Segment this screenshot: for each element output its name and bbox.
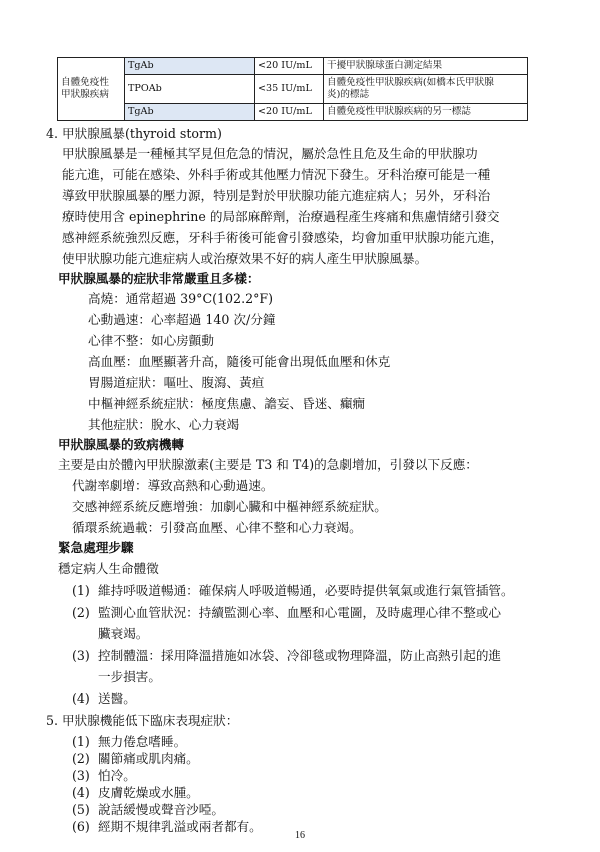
symptom-item: 高血壓：血壓顯著升高，隨後可能會出現低血壓和休克 xyxy=(88,354,391,369)
paragraph-line: 甲狀腺風暴是一種極其罕見但危急的情況，屬於急性且危及生命的甲狀腺功 xyxy=(62,146,478,161)
step-text: 一步損害。 xyxy=(98,669,161,684)
list-number: (5) xyxy=(72,802,90,817)
group-label-line: 自體免疫性 xyxy=(61,77,109,88)
step-number: (1) xyxy=(72,583,90,598)
paragraph-line: 使甲狀腺功能亢進症病人或治療效果不好的病人產生甲狀腺風暴。 xyxy=(62,251,428,266)
subsection-title: 緊急處理步驟 xyxy=(58,540,134,555)
cell-line: 炎)的標誌 xyxy=(327,89,370,100)
list-item: 說話緩慢或聲音沙啞。 xyxy=(98,802,224,817)
paragraph-line: 能亢進，可能在感染、外科手術或其他壓力情況下發生。牙科治療可能是一種 xyxy=(62,167,491,182)
symptom-item: 胃腸道症狀：嘔吐、腹瀉、黃疸 xyxy=(88,375,265,390)
list-number: (4) xyxy=(72,785,90,800)
list-number: (1) xyxy=(72,734,90,749)
step-text: 送醫。 xyxy=(98,691,136,706)
symptom-item: 其他症狀：脫水、心力衰竭 xyxy=(88,417,240,432)
group-label-line: 甲狀腺疾病 xyxy=(61,89,109,100)
mechanism-item: 循環系統過載：引發高血壓、心律不整和心力衰竭。 xyxy=(72,520,362,535)
mechanism-item: 交感神經系統反應增強：加劇心臟和中樞神經系統症狀。 xyxy=(72,499,387,514)
subsection-title: 甲狀腺風暴的症狀非常嚴重且多樣： xyxy=(58,271,260,286)
step-text: 維持呼吸道暢通：確保病人呼吸道暢通，必要時提供氧氣或進行氣管插管。 xyxy=(98,583,514,598)
symptom-item: 心動過速：心率超過 140 次/分鐘 xyxy=(88,312,276,327)
table-cell-note: 自體免疫性甲狀腺疾病的另一標誌 xyxy=(324,104,528,121)
table-cell-range: <20 IU/mL xyxy=(255,58,324,75)
step-number: (3) xyxy=(72,648,90,663)
list-number: (2) xyxy=(72,751,90,766)
paragraph-line: 療時使用含 epinephrine 的局部麻醉劑，治療過程產生疼痛和焦慮情緒引發交 xyxy=(62,209,500,224)
list-item: 怕冷。 xyxy=(98,768,136,783)
table-cell-range: <20 IU/mL xyxy=(255,104,324,121)
step-text: 臟衰竭。 xyxy=(98,626,149,641)
symptom-item: 中樞神經系統症狀：極度焦慮、譫妄、昏迷、癲癇 xyxy=(88,396,366,411)
mechanism-item: 代謝率劇增：導致高熱和心動過速。 xyxy=(72,478,274,493)
antibody-table xyxy=(57,57,528,121)
list-item: 關節痛或肌肉痛。 xyxy=(98,751,199,766)
symptom-item: 心律不整：如心房顫動 xyxy=(88,333,214,348)
table-cell-test: TgAb xyxy=(125,58,255,75)
step-text: 控制體溫：採用降溫措施如冰袋、冷卻毯或物理降溫，防止高熱引起的進 xyxy=(98,648,501,663)
list-number: (6) xyxy=(72,819,90,834)
table-cell-note: 干擾甲狀腺球蛋白測定結果 xyxy=(324,58,528,75)
cell-line: 自體免疫性甲狀腺疾病(如橋本氏甲狀腺 xyxy=(327,77,494,88)
step-number: (2) xyxy=(72,605,90,620)
section-heading: 4. 甲狀腺風暴(thyroid storm) xyxy=(46,126,222,141)
paragraph-line: 主要是由於體內甲狀腺激素(主要是 T3 和 T4)的急劇增加，引發以下反應： xyxy=(58,457,478,472)
step-text: 監測心血管狀況：持續監測心率、血壓和心電圖，及時處理心律不整或心 xyxy=(98,605,501,620)
table-cell-test: TPOAb xyxy=(125,75,255,104)
table-cell-range: <35 IU/mL xyxy=(255,75,324,104)
list-item: 皮膚乾燥或水腫。 xyxy=(98,785,199,800)
table-group-label xyxy=(58,58,125,121)
table-cell-test: TgAb xyxy=(125,104,255,121)
paragraph-line: 感神經系統強烈反應，牙科手術後可能會引發感染，均會加重甲狀腺功能亢進， xyxy=(62,230,503,245)
list-number: (3) xyxy=(72,768,90,783)
paragraph-line: 穩定病人生命體徵 xyxy=(58,561,159,576)
step-number: (4) xyxy=(72,691,90,706)
table-cell-note xyxy=(324,75,528,104)
page-number: 16 xyxy=(295,830,305,841)
paragraph-line: 導致甲狀腺風暴的壓力源，特別是對於甲狀腺功能亢進症病人；另外，牙科治 xyxy=(62,188,491,203)
symptom-item: 高燒：通常超過 39°C(102.2°F) xyxy=(88,291,274,306)
table-row xyxy=(58,104,528,121)
section-heading: 5. 甲狀腺機能低下臨床表現症狀： xyxy=(46,713,239,728)
list-item: 無力倦怠嗜睡。 xyxy=(98,734,187,749)
table-row xyxy=(58,75,528,104)
subsection-title: 甲狀腺風暴的致病機轉 xyxy=(58,437,184,452)
list-item: 經期不規律乳溢或兩者都有。 xyxy=(98,819,262,834)
table-row xyxy=(58,58,528,75)
